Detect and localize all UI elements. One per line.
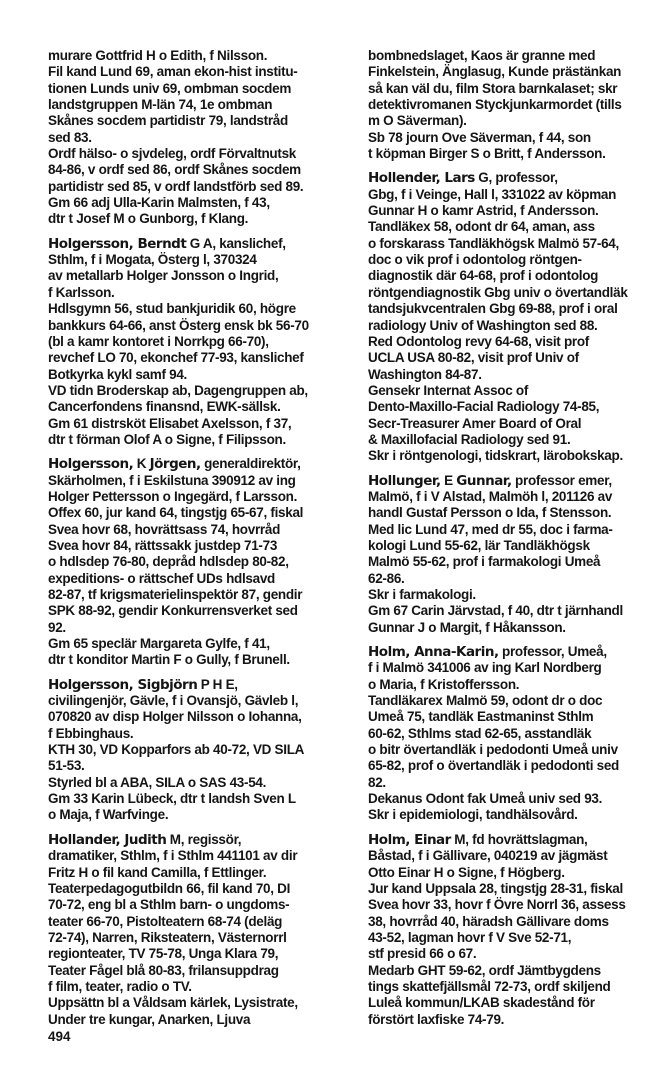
text-line xyxy=(368,881,672,897)
body-text: dtr t Josef M o Gunborg, f Klang. xyxy=(48,211,249,227)
text-line xyxy=(48,865,352,881)
text-line xyxy=(368,995,672,1011)
body-text: så kan väl du, film Stora barnkalaset; skr xyxy=(368,80,618,96)
text-line xyxy=(368,268,672,284)
entry-headword: Holm, Einar xyxy=(368,831,451,848)
body-text: Gbg, f i Veinge, Hall l, 331022 av köpman xyxy=(368,186,617,202)
text-line xyxy=(48,505,352,521)
text-line xyxy=(48,195,352,211)
body-text: revchef LO 70, ekonchef 77-93, kanslichef xyxy=(48,350,304,366)
body-text: 60-62, Sthlms stad 62-65, asstandläk xyxy=(368,725,592,741)
text-line xyxy=(368,897,672,913)
body-text: Tandläkarex Malmö 59, odont dr o doc xyxy=(368,693,603,709)
body-text: Ordf hälso- o sjvdeleg, ordf Förvaltnutsk xyxy=(48,146,296,162)
text-line xyxy=(368,301,672,317)
text-line xyxy=(48,930,352,946)
text-line xyxy=(48,64,352,80)
body-text: professor emer, xyxy=(511,472,612,488)
text-line xyxy=(48,995,352,1011)
text-line xyxy=(368,946,672,962)
body-text: doc o vik prof i odontolog röntgen- xyxy=(368,252,582,268)
body-text: G, professor, xyxy=(474,170,558,186)
text-line xyxy=(48,693,352,709)
body-text: Jur kand Uppsala 28, tingstjg 28-31, fiskal xyxy=(368,880,623,896)
body-text: regionteater, TV 75-78, Unga Klara 79, xyxy=(48,946,279,962)
text-line xyxy=(368,489,672,505)
body-text: (bl a kamr kontoret i Norrkpg 66-70), xyxy=(48,333,269,349)
text-line xyxy=(368,832,672,848)
body-text: f i Malmö 341006 av ing Karl Nordberg xyxy=(368,660,602,676)
text-line xyxy=(48,318,352,334)
text-line xyxy=(368,865,672,881)
text-line xyxy=(368,252,672,268)
text-line xyxy=(368,693,672,709)
body-text: Secr-Treasurer Amer Board of Oral xyxy=(368,415,582,431)
text-line xyxy=(48,522,352,538)
text-line xyxy=(368,930,672,946)
body-text: murare Gottfrid H o Edith, f Nilsson. xyxy=(48,48,268,63)
text-line xyxy=(48,652,352,668)
text-line xyxy=(368,587,672,603)
body-text: handl Gustaf Persson o Ida, f Stensson. xyxy=(368,505,612,521)
text-line xyxy=(48,113,352,129)
text-line xyxy=(368,473,672,489)
text-line xyxy=(48,832,352,848)
text-line xyxy=(48,897,352,913)
body-text: civilingenjör, Gävle, f i Ovansjö, Gävleb l, xyxy=(48,693,299,709)
body-text: röntgendiagnostik Gbg univ o övertandläk xyxy=(368,284,628,300)
text-line xyxy=(368,399,672,415)
body-text: teater 66-70, Pistolteatern 68-74 (deläg xyxy=(48,913,283,929)
text-line xyxy=(48,538,352,554)
body-text: landstgruppen M-län 74, 1e ombman xyxy=(48,97,273,113)
body-text: 82-87, tf krigsmaterielinspektör 87, gendir xyxy=(48,587,303,602)
text-line xyxy=(48,252,352,268)
body-text: Gm 66 adj Ulla-Karin Malmsten, f 43, xyxy=(48,195,270,211)
text-line xyxy=(48,268,352,284)
body-text: Svea hovr 68, hovrättsass 74, hovrråd xyxy=(48,521,281,537)
body-text: tionen Lunds univ 69, ombman socdem xyxy=(48,80,292,96)
text-line xyxy=(48,709,352,725)
body-text: expeditions- o rättschef UDs hdlsavd xyxy=(48,570,275,586)
body-text: Teaterpedagogutbildn 66, fil kand 70, DI xyxy=(48,880,291,896)
body-text: o forskarass Tandläkhögsk Malmö 57-64, xyxy=(368,235,619,251)
body-text: m O Säverman). xyxy=(368,113,467,129)
text-line xyxy=(48,807,352,823)
body-text: Malmö 55-62, prof i farmakologi Umeå xyxy=(368,554,601,570)
text-line xyxy=(48,399,352,415)
text-line xyxy=(48,456,352,472)
text-line xyxy=(368,170,672,186)
body-text: Skånes socdem partidistr 79, landstråd xyxy=(48,113,288,129)
body-text: Teater Fågel blå 80-83, frilansuppdrag xyxy=(48,962,279,978)
body-text: 84-86, v ordf sed 86, ordf Skånes socdem xyxy=(48,162,301,178)
body-text: dtr t konditor Martin F o Gully, f Brunell. xyxy=(48,652,290,668)
text-line xyxy=(48,946,352,962)
text-line xyxy=(368,187,672,203)
text-line xyxy=(368,113,672,129)
text-line xyxy=(368,383,672,399)
body-text: o bitr övertandläk i pedodonti Umeå univ xyxy=(368,742,618,758)
text-line xyxy=(48,742,352,758)
body-text: Skr i farmakologi. xyxy=(368,587,476,602)
body-text: o hdlsdep 76-80, depråd hdlsdep 80-82, xyxy=(48,554,289,570)
body-text: Hdlsgymn 56, stud bankjuridik 60, högre xyxy=(48,301,296,317)
body-text: P H E, xyxy=(197,676,238,692)
body-text: K xyxy=(133,456,150,472)
text-line xyxy=(368,432,672,448)
text-line xyxy=(48,791,352,807)
entry-headword: Holgersson, xyxy=(48,456,134,473)
body-text: 38, hovrråd 40, häradsh Gällivare doms xyxy=(368,913,609,929)
body-text: Luleå kommun/LKAB skadestånd för xyxy=(368,995,595,1011)
body-text: Under tre kungar, Anarken, Ljuva xyxy=(48,1011,251,1027)
entry-headword: Gunnar, xyxy=(456,472,512,489)
text-line xyxy=(368,367,672,383)
text-line xyxy=(48,1012,352,1028)
text-line xyxy=(368,285,672,301)
entry-hollunger-e-gunnar xyxy=(368,473,672,636)
entry-holgersson-sigbjorn xyxy=(48,677,352,824)
text-line xyxy=(48,587,352,603)
entry-headword: Hollander, Judith xyxy=(48,831,167,848)
text-line xyxy=(48,726,352,742)
body-text: partidistr sed 85, v ordf landstförb sed 89. xyxy=(48,178,304,194)
text-line xyxy=(368,146,672,162)
body-text: E xyxy=(440,472,457,488)
text-line xyxy=(48,473,352,489)
body-text: radiology Univ of Washington sed 88. xyxy=(368,317,598,333)
entry-hollender-lars xyxy=(368,170,672,464)
entry-holm-anna-karin xyxy=(368,644,672,824)
body-text: SPK 88-92, gendir Konkurrensverket sed xyxy=(48,603,298,619)
text-line xyxy=(368,130,672,146)
body-text: Dento-Maxillo-Facial Radiology 74-85, xyxy=(368,399,600,415)
entry-headword: Holm, Anna-Karin, xyxy=(368,644,499,661)
body-text: Botkyrka kykl samf 94. xyxy=(48,366,187,382)
body-text: Gunnar H o kamr Astrid, f Andersson. xyxy=(368,203,599,219)
body-text: Gunnar J o Margit, f Håkansson. xyxy=(368,619,566,635)
text-line xyxy=(48,571,352,587)
body-text: f Ebbinghaus. xyxy=(48,725,134,741)
entry-holm-einar xyxy=(368,832,672,1028)
body-text: bankkurs 64-66, anst Österg ensk bk 56-70 xyxy=(48,317,309,333)
body-text: f film, teater, radio o TV. xyxy=(48,978,192,994)
text-column-left xyxy=(48,48,352,1028)
text-line xyxy=(368,791,672,807)
body-text: Tandläkex 58, odont dr 64, aman, ass xyxy=(368,219,595,235)
text-line xyxy=(48,636,352,652)
text-column-right xyxy=(368,48,672,1028)
text-line xyxy=(368,203,672,219)
text-line xyxy=(48,383,352,399)
text-line xyxy=(48,620,352,636)
body-text: professor, Umeå, xyxy=(498,644,607,660)
text-line xyxy=(368,554,672,570)
text-line xyxy=(368,979,672,995)
text-line xyxy=(48,775,352,791)
body-text: av metallarb Holger Jonsson o Ingrid, xyxy=(48,268,279,284)
body-text: o Maria, f Kristoffersson. xyxy=(368,676,520,692)
body-text: kologi Lund 55-62, lär Tandläkhögsk xyxy=(368,537,590,553)
body-text: Offex 60, jur kand 64, tingstjg 65-67, fiskal xyxy=(48,505,304,521)
text-line xyxy=(368,660,672,676)
text-line xyxy=(48,432,352,448)
body-text: Fil kand Lund 69, aman ekon-hist institu- xyxy=(48,64,298,80)
body-text: & Maxillofacial Radiology sed 91. xyxy=(368,431,571,447)
entry-holgersson-k-jorgen xyxy=(48,456,352,668)
text-line xyxy=(48,963,352,979)
body-text: Gm 33 Karin Lübeck, dtr t landsh Sven L xyxy=(48,791,296,807)
body-text: Sb 78 journ Ove Säverman, f 44, son xyxy=(368,129,591,145)
text-line xyxy=(48,130,352,146)
body-text: Holger Pettersson o Ingegärd, f Larsson. xyxy=(48,488,298,504)
text-line xyxy=(368,505,672,521)
body-text: Styrled bl a ABA, SILA o SAS 43-54. xyxy=(48,774,267,790)
body-text: Uppsättn bl a Våldsam kärlek, Lysistrate, xyxy=(48,995,298,1011)
text-line xyxy=(48,236,352,252)
body-text: bombnedslaget, Kaos är granne med xyxy=(368,48,596,63)
text-line xyxy=(48,350,352,366)
body-text: Med lic Lund 47, med dr 55, doc i farma- xyxy=(368,521,613,537)
text-line xyxy=(368,571,672,587)
body-text: 92. xyxy=(48,619,66,635)
page-number: 494 xyxy=(48,1029,71,1044)
body-text: Sthlm, f i Mogata, Österg l, 370324 xyxy=(48,252,257,268)
body-text: Svea hovr 33, hovr f Övre Norrl 36, assess xyxy=(368,897,626,913)
text-line xyxy=(368,48,672,64)
entry-headword: Jörgen, xyxy=(149,456,201,473)
body-text: M, regissör, xyxy=(166,831,242,847)
entry-headword: Hollunger, xyxy=(368,472,441,489)
body-text: UCLA USA 80-82, visit prof Univ of xyxy=(368,350,579,366)
body-text: detektivromanen Styckjunkarmordet (tills xyxy=(368,97,622,113)
body-text: o Maja, f Warfvinge. xyxy=(48,807,169,823)
body-text: 65-82, prof o övertandläk i pedodonti sed xyxy=(368,758,619,774)
text-line xyxy=(368,914,672,930)
text-line xyxy=(368,620,672,636)
text-line xyxy=(48,554,352,570)
text-line xyxy=(48,301,352,317)
text-line xyxy=(48,848,352,864)
text-line xyxy=(48,979,352,995)
text-line xyxy=(48,881,352,897)
body-text: generaldirektör, xyxy=(200,456,301,472)
text-line xyxy=(48,489,352,505)
text-line xyxy=(368,219,672,235)
body-text: Skärholmen, f i Eskilstuna 390912 av ing xyxy=(48,472,296,488)
text-line xyxy=(368,538,672,554)
text-line xyxy=(368,603,672,619)
body-text: Svea hovr 84, rättssakk justdep 71-73 xyxy=(48,537,278,553)
body-text: tings skattefjällsmål 72-73, ordf skiljend xyxy=(368,978,611,994)
body-text: Gm 65 speclär Margareta Gylfe, f 41, xyxy=(48,636,270,652)
text-line xyxy=(368,97,672,113)
text-line xyxy=(48,179,352,195)
entry-headword: Hollender, Lars xyxy=(368,170,475,187)
entry-headword: Holgersson, Berndt xyxy=(48,235,187,252)
text-line xyxy=(368,334,672,350)
text-line xyxy=(368,644,672,660)
text-line xyxy=(48,334,352,350)
body-text: Medarb GHT 59-62, ordf Jämtbygdens xyxy=(368,962,601,978)
body-text: 62-86. xyxy=(368,570,405,586)
body-text: dramatiker, Sthlm, f i Sthlm 441101 av dir xyxy=(48,848,298,864)
body-text: Umeå 75, tandläk Eastmaninst Sthlm xyxy=(368,709,594,725)
entry-continuation-previous-entry xyxy=(48,48,352,228)
text-line xyxy=(368,64,672,80)
body-text: Dekanus Odont fak Umeå univ sed 93. xyxy=(368,791,603,807)
body-text: 43-52, lagman hovr f V Sve 52-71, xyxy=(368,929,572,945)
body-text: Cancerfondens finansnd, EWK-sällsk. xyxy=(48,399,281,415)
text-line xyxy=(368,807,672,823)
body-text: Gm 67 Carin Järvstad, f 40, dtr t järnhandl xyxy=(368,603,623,619)
text-line xyxy=(48,285,352,301)
entry-holgersson-berndt xyxy=(48,236,352,448)
text-line xyxy=(368,726,672,742)
text-line xyxy=(368,350,672,366)
body-text: diagnostik där 64-68, prof i odontolog xyxy=(368,268,599,284)
text-line xyxy=(48,677,352,693)
text-line xyxy=(48,48,352,64)
text-line xyxy=(368,775,672,791)
body-text: Skr i röntgenologi, tidskrart, lärobokskap. xyxy=(368,448,623,464)
body-text: 72-74), Narren, Riksteatern, Västernorrl xyxy=(48,929,287,945)
text-line xyxy=(48,97,352,113)
text-line xyxy=(368,848,672,864)
text-line xyxy=(48,146,352,162)
body-text: stf presid 66 o 67. xyxy=(368,946,477,962)
body-text: M, fd hovrättslagman, xyxy=(450,831,588,847)
text-line xyxy=(48,81,352,97)
text-line xyxy=(368,448,672,464)
body-text: Skr i epidemiologi, tandhälsovård. xyxy=(368,807,578,823)
text-line xyxy=(48,367,352,383)
text-line xyxy=(48,211,352,227)
body-text: Gm 61 distrsköt Elisabet Axelsson, f 37, xyxy=(48,415,292,431)
text-line xyxy=(368,963,672,979)
body-text: KTH 30, VD Kopparfors ab 40-72, VD SILA xyxy=(48,742,305,758)
text-line xyxy=(368,522,672,538)
body-text: förstört laxfiske 74-79. xyxy=(368,1011,505,1027)
body-text: sed 83. xyxy=(48,129,92,145)
body-text: f Karlsson. xyxy=(48,284,115,300)
body-text: 82. xyxy=(368,774,386,790)
body-text: Red Odontolog revy 64-68, visit prof xyxy=(368,333,589,349)
body-text: 070820 av disp Holger Nilsson o Iohanna, xyxy=(48,709,302,725)
entry-continuation-hollander-judith xyxy=(368,48,672,162)
text-line xyxy=(48,416,352,432)
text-line xyxy=(368,318,672,334)
body-text: t köpman Birger S o Britt, f Andersson. xyxy=(368,146,606,162)
text-line xyxy=(368,236,672,252)
text-line xyxy=(48,914,352,930)
body-text: dtr t förman Olof A o Signe, f Filipsson. xyxy=(48,431,286,447)
body-text: 70-72, eng bl a Sthlm barn- o ungdoms- xyxy=(48,897,290,913)
entry-headword: Holgersson, Sigbjörn xyxy=(48,676,198,693)
body-text: Otto Einar H o Signe, f Högberg. xyxy=(368,864,565,880)
text-line xyxy=(48,162,352,178)
text-line xyxy=(368,1012,672,1028)
body-text: Finkelstein, Änglasug, Kunde prästänkan xyxy=(368,64,622,80)
text-line xyxy=(368,742,672,758)
body-text: VD tidn Broderskap ab, Dagengruppen ab, xyxy=(48,382,308,398)
text-line xyxy=(368,677,672,693)
body-text: Malmö, f i V Alstad, Malmöh l, 201126 av xyxy=(368,488,613,504)
text-line xyxy=(368,81,672,97)
body-text: Washington 84-87. xyxy=(368,366,482,382)
entry-hollander-judith xyxy=(48,832,352,1028)
text-line xyxy=(368,416,672,432)
body-text: tandsjukvcentralen Gbg 69-88, prof i oral xyxy=(368,301,618,317)
body-text: Fritz H o fil kand Camilla, f Ettlinger. xyxy=(48,864,267,880)
body-text: Gensekr Internat Assoc of xyxy=(368,382,529,398)
body-text: 51-53. xyxy=(48,758,85,774)
body-text: Båstad, f i Gällivare, 040219 av jägmäst xyxy=(368,848,608,864)
text-line xyxy=(368,758,672,774)
body-text: G A, kanslichef, xyxy=(186,235,286,251)
text-line xyxy=(48,758,352,774)
text-line xyxy=(368,709,672,725)
text-line xyxy=(48,603,352,619)
